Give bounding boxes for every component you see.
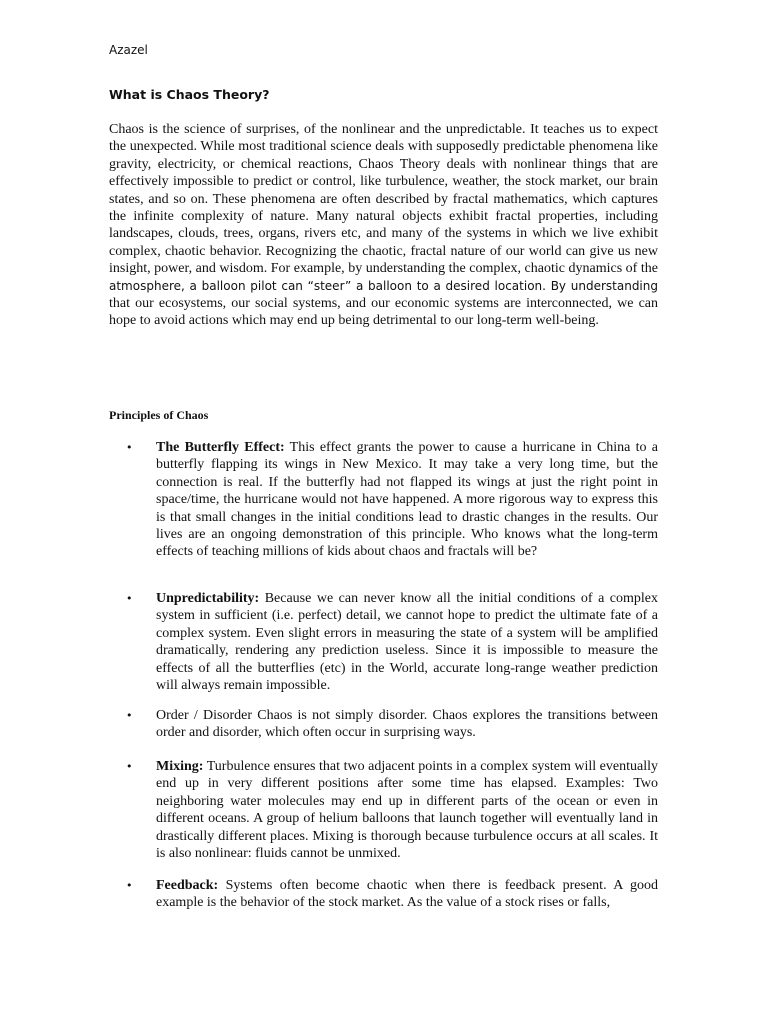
principle-description: Because we can never know all the initial conditions of a complex system in sufficient (i.e. perfect) detail, we cannot hope to predict the ultimate fate of a complex system. Even slight errors in measuring the state of a system will be amplified dramatically, rendering any prediction useless. Since it is impossible to measure the effects of all the butterflies (etc) in the World, accurate long-range weather prediction will always remain impossible.	[156, 591, 658, 694]
principle-description: This effect grants the power to cause a hurricane in China to a butterfly flapping its wings in New Mexico. It may take a very long time, but the connection is real. If the butterfly had not flapped its wings at just the right point in space/time, the hurricane would not have happened. A more rigorous way to express this is that small changes in the initial conditions lead to drastic changes in the results. Our lives are an ongoing demonstration of this principle. Who knows what the long-term effects of teaching millions of kids about chaos and fractals will be?	[156, 440, 658, 560]
intro-paragraph	[109, 121, 658, 330]
principle-term: Feedback:	[156, 878, 219, 893]
principle-term: Unpredictability:	[156, 591, 260, 606]
principle-description: Systems often become chaotic when there is feedback present. A good example is the behavior of the stock market. As the value of a stock rises or falls,	[156, 878, 658, 911]
bullet-icon: •	[126, 760, 133, 773]
intro-text-part-3: that our ecosystems, our social systems, and our economic systems are interconnected, we can hope to avoid actions which may end up being detrimental to our long-term well-being.	[109, 296, 658, 329]
principle-description: Order / Disorder Chaos is not simply disorder. Chaos explores the transitions between order and disorder, which often occur in surprising ways.	[156, 708, 658, 741]
principle-text	[156, 758, 658, 862]
intro-text-part-2: atmosphere, a balloon pilot can “steer” a balloon to a desired location. By understanding	[109, 278, 658, 293]
author-header: Azazel	[109, 43, 148, 57]
principle-text	[156, 439, 658, 561]
principle-term: Mixing:	[156, 759, 204, 774]
bullet-icon: •	[126, 441, 133, 454]
section-heading: Principles of Chaos	[109, 408, 209, 422]
intro-text-part-1: Chaos is the science of surprises, of the nonlinear and the unpredictable. It teaches us to expect the unexpected. While most traditional science deals with supposedly predictable phenomena like gravity, electricity, or chemical reactions, Chaos Theory deals with nonlinear things that are effectively impossible to predict or control, like turbulence, weather, the stock market, our brain states, and so on. These phenomena are often described by fractal mathematics, which captures the infinite complexity of nature. Many natural objects exhibit fractal properties, including landscapes, clouds, trees, organs, rivers etc, and many of the systems in which we live exhibit complex, chaotic behavior. Recognizing the chaotic, fractal nature of our world can give us new insight, power, and wisdom. For example, by understanding the complex, chaotic dynamics of the	[109, 122, 658, 277]
bullet-icon: •	[126, 592, 133, 605]
principle-text	[156, 877, 658, 912]
principle-text	[156, 590, 658, 694]
principle-term: The Butterfly Effect:	[156, 440, 285, 455]
principle-description: Turbulence ensures that two adjacent points in a complex system will eventually end up in very different positions after some time has elapsed. Examples: Two neighboring water molecules may end up in different parts of the ocean or even in different oceans. A group of helium balloons that launch together will eventually land in drastically different places. Mixing is thorough because turbulence occurs at all scales. It is also nonlinear: fluids cannot be unmixed.	[156, 759, 658, 862]
document-title: What is Chaos Theory?	[109, 87, 270, 102]
bullet-icon: •	[126, 879, 133, 892]
principle-text	[156, 707, 658, 742]
bullet-icon: •	[126, 709, 133, 722]
